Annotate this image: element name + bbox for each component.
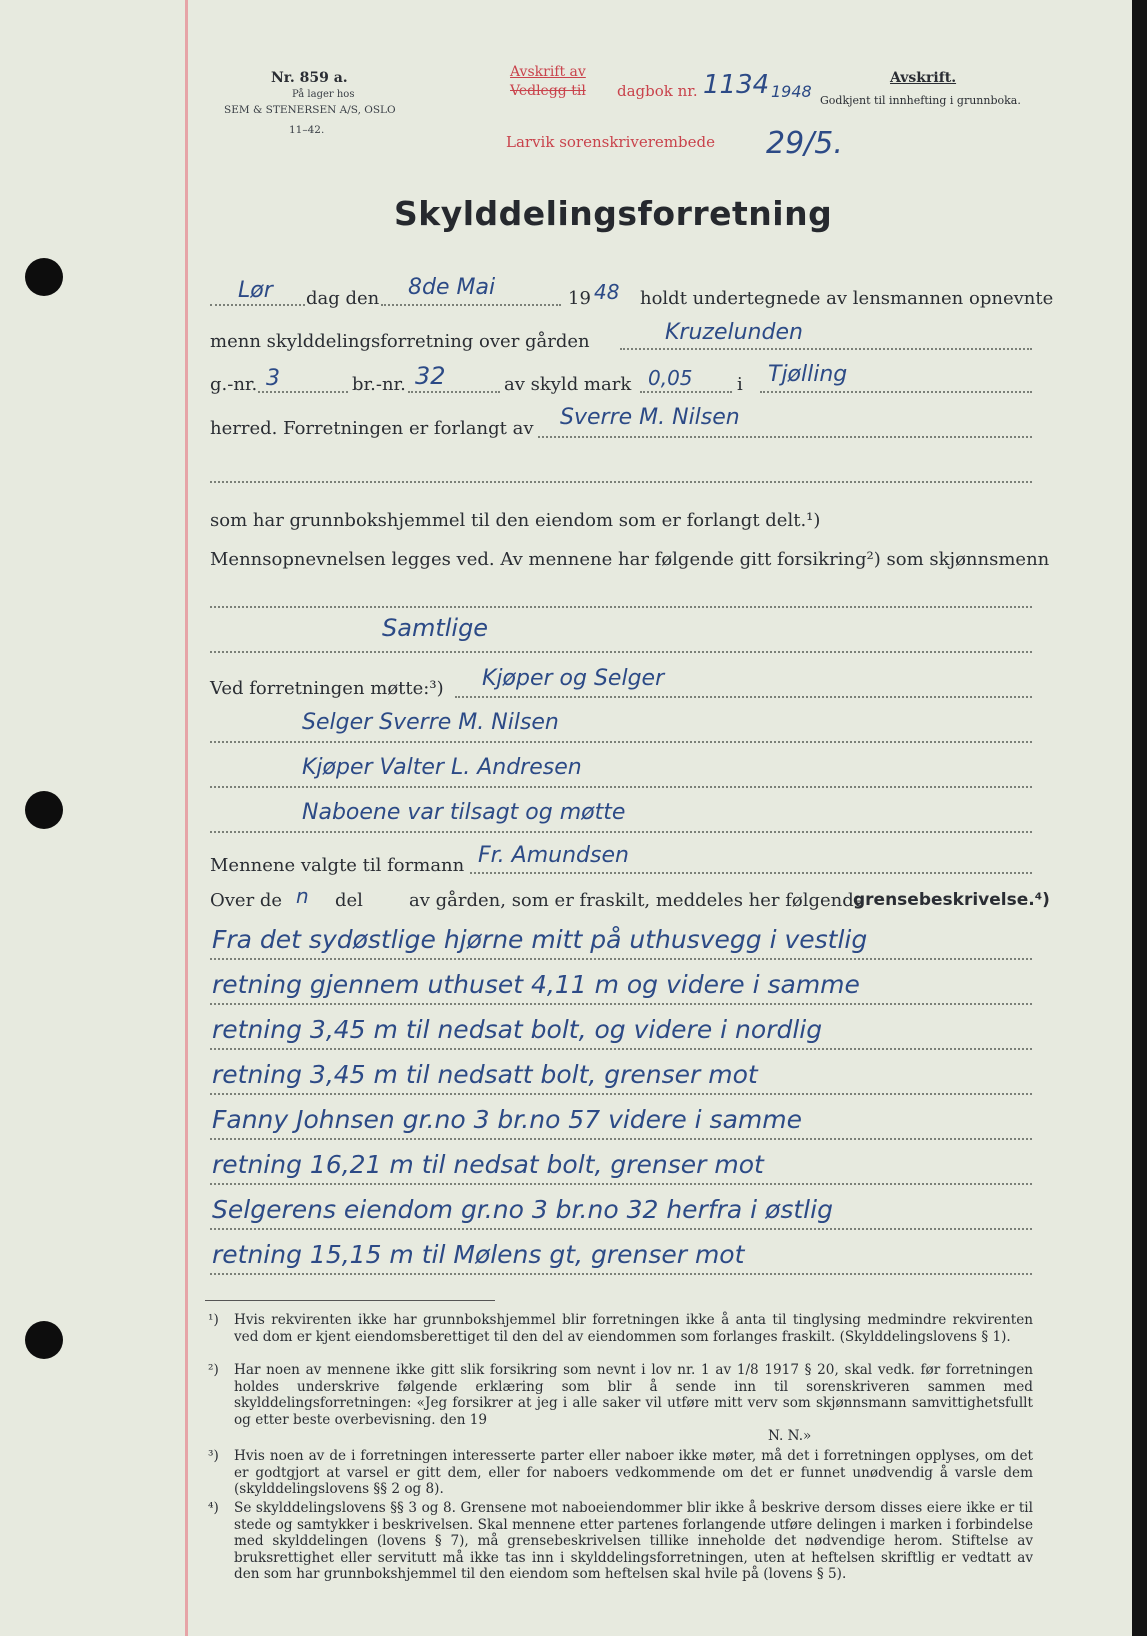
avskrift-label: Avskrift. [890,70,957,86]
stamp-dagbok: dagbok nr. [617,82,698,100]
hw-forsikring: Samtlige [382,614,489,642]
hw-year: 48 [594,280,620,304]
footnote-text: Se skylddelingslovens §§ 3 og 8. Grensene mot naboeiendommer blir ikke å beskrive dersom disses eiere ikke er til stede og samtykker i beskrivelsen. Skal mennene etter partenes forlangende utføre delingen i marken i forbindelse med skylddelingen (lovens § 7), må grensebeskrivelsen tillike inneholde det nødvendige herom. Stiftelse av bruksrettighet eller servitutt må ikke tas inn i skylddelingsforretningen, uten at heftelsen skriftlig er vedtatt av den som har grunnbokshjemmel til den eiendom som heftelsen skal hvile på (lovens § 5). [234,1500,1033,1582]
label-grense: grensebeskrivelse.⁴) [853,890,1050,910]
punch-hole [25,1321,63,1359]
footnote-number: ²) [208,1362,219,1378]
label-menn: menn skylddelingsforretning over gården [210,331,590,352]
punch-hole [25,791,63,829]
label-over-de: Over de [210,890,283,911]
label-gnr: g.-nr. [210,374,258,395]
publisher-date: 11–42. [289,124,325,136]
scan-edge [1132,0,1147,1636]
page-title: Skylddelingsforretning [394,194,833,233]
hw-farm: Kruzelunden [665,320,803,345]
hw-boundary-line: retning 15,15 m til Mølens gt, grenser mot [212,1240,745,1269]
hw-skyld: 0,05 [648,366,693,390]
label-formann: Mennene valgte til formann [210,855,465,876]
label-del: del [335,890,363,911]
footnote-text: Hvis rekvirenten ikke har grunnbokshjemmel blir forretningen ikke å anta til tinglysing medmindre rekvirenten ved dom er kjent eiendomsberettiget til den del av eiendommen som forlanges fraskilt. (Skylddelingslovens § 1). [234,1312,1033,1345]
footnote-text: Hvis noen av de i forretningen interesserte parter eller naboer ikke møter, må det i forretningen opplyses, om det er godtgjort at varsel er gitt dem, eller for naboers vedkommende om det er funnet unødvendig å varsle dem (skylddelingslovens §§ 2 og 8). [234,1448,1033,1497]
dagbok-year: 1948 [771,82,812,101]
label-dag-den: dag den [306,288,380,309]
hw-requester: Sverre M. Nilsen [560,405,740,430]
hw-attend-4: Naboene var tilsagt og møtte [302,800,626,825]
hw-boundary-line: retning 3,45 m til nedsatt bolt, grenser mot [212,1060,758,1089]
footnote-number: ¹) [208,1312,219,1328]
footnote-text: N. N.» [768,1428,812,1444]
hw-attend-1: Kjøper og Selger [482,666,665,691]
label-skyld: av skyld mark [504,374,632,395]
hw-brnr: 32 [415,362,446,390]
year-prefix: 19 [568,288,591,309]
label-gaarden: av gården, som er fraskilt, meddeles her følgende [409,890,865,911]
label-i: i [737,374,743,395]
hw-boundary-line: retning 16,21 m til nedsat bolt, grenser mot [212,1150,764,1179]
label-holdt: holdt undertegnede av lensmannen opnevnte [640,288,1054,309]
footnote-divider [205,1300,495,1301]
punch-hole [25,258,63,296]
stamp-vedlegg: Vedlegg til [510,83,586,99]
label-motte: Ved forretningen møtte:³) [210,678,444,699]
label-brnr: br.-nr. [352,374,406,395]
stamp-avskrift: Avskrift av [510,64,586,80]
hw-boundary-line: Fra det sydøstlige hjørne mitt på uthusvegg i vestlig [212,925,868,954]
footnote-number: ⁴) [208,1500,219,1516]
hw-gnr: 3 [266,366,280,391]
label-herred: herred. Forretningen er forlangt av [210,418,534,439]
footnote-3 [208,1448,1033,1498]
footnote-1 [208,1312,1033,1345]
footnote-2 [208,1362,1033,1428]
footnote-4 [208,1500,1033,1583]
hw-over-de: n [296,884,309,908]
footnote-text: Har noen av mennene ikke gitt slik forsikring som nevnt i lov nr. 1 av 1/8 1917 § 20, skal vedk. før forretningen holdes underskrive følgende erklæring som blir å sende inn til sorenskriveren sammen med skylddelingsforretningen: «Jeg forsikrer at jeg i alle saker vil utføre mitt verv som skjønnsmann samvittighetsfullt og etter beste overbevisning. den 19 [234,1362,1033,1428]
hw-day: Lør [238,278,273,303]
approved-note: Godkjent til innhefting i grunnboka. [820,94,1021,107]
hw-boundary-line: Fanny Johnsen gr.no 3 br.no 57 videre i samme [212,1105,802,1134]
label-mennsop: Mennsopnevnelsen legges ved. Av mennene har følgende gitt forsikring²) som skjønnsmenn [210,549,1050,570]
hw-attend-2: Selger Sverre M. Nilsen [302,710,559,735]
registration-date: 29/5. [766,126,843,161]
footnote-number: ³) [208,1448,219,1464]
dagbok-number: 1134 [703,70,770,100]
hw-date: 8de Mai [408,275,496,300]
hw-chairman: Fr. Amundsen [478,843,629,868]
publisher-name: SEM & STENERSEN A/S, OSLO [224,104,396,116]
footnote-2-signature [768,1428,868,1445]
hw-boundary-line: retning gjennem uthuset 4,11 m og videre i samme [212,970,860,999]
publisher-line: På lager hos [292,89,355,100]
margin-line [185,0,188,1636]
hw-herred: Tjølling [768,362,848,387]
form-number: Nr. 859 a. [271,70,348,86]
hw-attend-3: Kjøper Valter L. Andresen [302,755,582,780]
hw-boundary-line: Selgerens eiendom gr.no 3 br.no 32 herfra i østlig [212,1195,833,1224]
label-grunnbok: som har grunnbokshjemmel til den eiendom som er forlangt delt.¹) [210,510,821,531]
hw-boundary-line: retning 3,45 m til nedsat bolt, og videre i nordlig [212,1015,823,1044]
stamp-office: Larvik sorenskriverembede [506,133,715,151]
